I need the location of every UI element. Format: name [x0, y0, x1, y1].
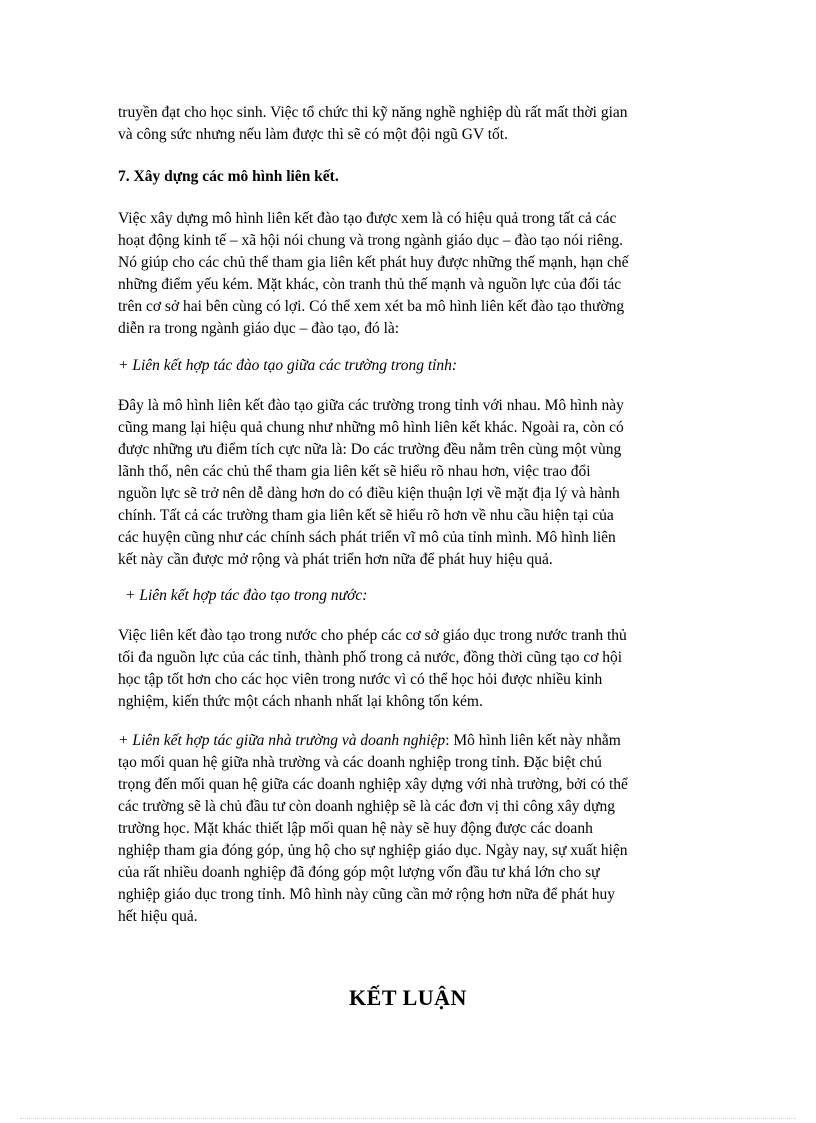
text-line: truyền đạt cho học sinh. Việc tổ chức thi kỹ năng nghề nghiệp dù rất mất thời gian: [118, 104, 628, 121]
text-line: diễn ra trong ngành giáo dục – đào tạo, đó là:: [118, 320, 400, 337]
text-line: cũng mang lại hiệu quả chung như những mô hình liên kết khác. Ngoài ra, còn có: [118, 419, 624, 436]
text-line: tạo mối quan hệ giữa nhà trường và các doanh nghiệp trong tỉnh. Đặc biệt chú: [118, 754, 602, 771]
paragraph-teacher-skills: [118, 102, 698, 146]
text-line: Việc liên kết đào tạo trong nước cho phép các cơ sở giáo dục trong nước tranh thủ: [118, 627, 627, 644]
text-line: Việc xây dựng mô hình liên kết đào tạo được xem là có hiệu quả trong tất cả các: [118, 210, 617, 227]
paragraph-provincial-linkage: [118, 395, 698, 571]
section-heading-7: 7. Xây dựng các mô hình liên kết.: [118, 168, 339, 185]
text-line: học tập tốt hơn cho các học viên trong nước vì có thể học hỏi được nhiều kinh: [118, 671, 603, 688]
text-line: kết này cần được mở rộng và phát triển hơn nữa để phát huy hiệu quả.: [118, 551, 553, 568]
text-fragment: : Mô hình liên kết này nhằm: [445, 732, 621, 749]
text-line: trọng đến mối quan hệ giữa các doanh nghiệp xây dựng với nhà trường, bởi có thể: [118, 776, 628, 793]
text-line: được những ưu điểm tích cực nữa là: Do các trường đều nằm trên cùng một vùng: [118, 441, 622, 458]
text-line: các huyện cũng như các chính sách phát triển vĩ mô của tỉnh mình. Mô hình liên: [118, 529, 616, 546]
text-line: các trường sẽ là chủ đầu tư còn doanh nghiệp sẽ là các đơn vị thi công xây dựng: [118, 798, 615, 815]
text-line: lãnh thổ, nên các chủ thể tham gia liên kết sẽ hiểu rõ nhau hơn, việc trao đổi: [118, 463, 591, 480]
text-line: trường học. Mặt khác thiết lập mối quan hệ này sẽ huy động được các doanh: [118, 820, 593, 837]
text-line: nghiệp giáo dục trong tỉnh. Mô hình này cũng cần mở rộng hơn nữa để phát huy: [118, 886, 616, 903]
text-line: và công sức nhưng nếu làm được thì sẽ có một đội ngũ GV tốt.: [118, 126, 508, 143]
paragraph-school-business-linkage: [118, 730, 698, 928]
subheading-school-business-linkage: + Liên kết hợp tác giữa nhà trường và doanh nghiệp: [118, 732, 446, 749]
conclusion-title: KẾT LUẬN: [349, 985, 467, 1010]
text-line: nguồn lực sẽ trở nên dễ dàng hơn do có điều kiện thuận lợi về mặt địa lý và hành: [118, 485, 620, 502]
text-line: [118, 730, 698, 752]
paragraph-domestic-linkage: [118, 625, 698, 713]
text-line: hết hiệu quả.: [118, 908, 198, 925]
paragraph-linkage-models-intro: [118, 208, 698, 340]
text-line: hoạt động kinh tế – xã hội nói chung và trong ngành giáo dục – đào tạo nói riêng.: [118, 232, 623, 249]
subheading-provincial-linkage: + Liên kết hợp tác đào tạo giữa các trường trong tỉnh:: [118, 357, 458, 374]
text-line: Nó giúp cho các chủ thể tham gia liên kết phát huy được những thế mạnh, hạn chế: [118, 254, 629, 271]
subheading-domestic-linkage: + Liên kết hợp tác đào tạo trong nước:: [125, 587, 368, 604]
text-line: trên cơ sở hai bên cùng có lợi. Có thể xem xét ba mô hình liên kết đào tạo thường: [118, 298, 625, 315]
text-line: nghiệm, kiến thức một cách nhanh nhất lại không tốn kém.: [118, 693, 483, 710]
text-line: nghiệp tham gia đóng góp, ủng hộ cho sự nghiệp giáo dục. Ngày nay, sự xuất hiện: [118, 842, 628, 859]
text-line: tối đa nguồn lực của các tỉnh, thành phố trong cả nước, đồng thời cũng tạo cơ hội: [118, 649, 623, 666]
text-line: những điểm yếu kém. Mặt khác, còn tranh thủ thế mạnh và nguồn lực của đối tác: [118, 276, 622, 293]
text-line: chính. Tất cả các trường tham gia liên kết sẽ hiểu rõ hơn về nhu cầu hiện tại của: [118, 507, 614, 524]
text-line: Đây là mô hình liên kết đào tạo giữa các trường trong tỉnh với nhau. Mô hình này: [118, 397, 624, 414]
page-bottom-divider: [20, 1118, 796, 1119]
text-line: của rất nhiều doanh nghiệp đã đóng góp một lượng vốn đầu tư khá lớn cho sự: [118, 864, 600, 881]
